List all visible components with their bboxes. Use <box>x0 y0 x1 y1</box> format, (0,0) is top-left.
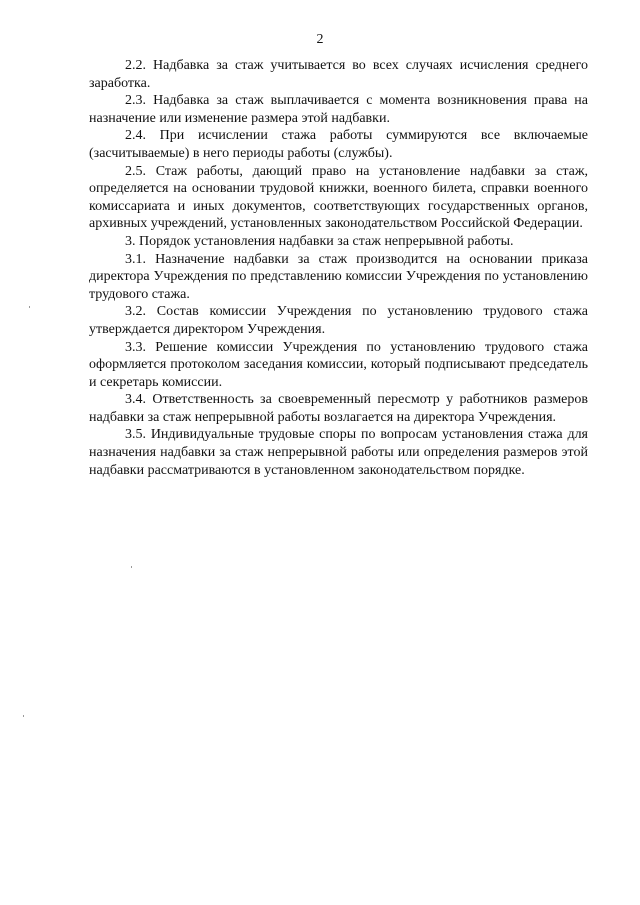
paragraph-2-3: 2.3. Надбавка за стаж выплачивается с момента возникновения права на назначение или изменение размера этой надбавки. <box>89 93 588 126</box>
section-3-heading: 3. Порядок установления надбавки за стаж непрерывной работы. <box>125 233 514 249</box>
paragraph-3-1: 3.1. Назначение надбавки за стаж производится на основании приказа директора Учреждения по представлению комиссии Учреждения по установлению трудового стажа. <box>89 251 588 302</box>
paragraph-3-3: 3.3. Решение комиссии Учреждения по установлению трудового стажа оформляется протоколом заседания комиссии, который подписывают председатель и секретарь комиссии. <box>89 339 588 390</box>
scan-speck <box>29 306 30 308</box>
paragraph-2-2: 2.2. Надбавка за стаж учитывается во всех случаях исчисления среднего заработка. <box>89 58 588 91</box>
paragraph-3-2: 3.2. Состав комиссии Учреждения по установлению трудового стажа утверждается директором Учреждения. <box>89 304 588 337</box>
paragraph-3-5: 3.5. Индивидуальные трудовые споры по вопросам установления стажа для назначения надбавки за стаж непрерывной работы или определения размеров этой надбавки рассматриваются в установленном законодательством порядке. <box>89 427 588 478</box>
scan-speck <box>131 566 132 568</box>
paragraph-2-5: 2.5. Стаж работы, дающий право на установление надбавки за стаж, определяется на основании трудовой книжки, военного билета, справки военного комиссариата и иных документов, соответствующих государственных органов, архивных учреждений, установленных законодательством Российской Федерации. <box>89 163 588 232</box>
document-body <box>89 57 588 479</box>
scan-speck <box>23 715 24 717</box>
page-number: 2 <box>316 32 324 47</box>
paragraph-2-4: 2.4. При исчислении стажа работы суммируются все включаемые (засчитываемые) в него периоды работы (службы). <box>89 128 588 161</box>
paragraph-3-4: 3.4. Ответственность за своевременный пересмотр у работников размеров надбавки за стаж непрерывной работы возлагается на директора Учреждения. <box>89 392 588 425</box>
